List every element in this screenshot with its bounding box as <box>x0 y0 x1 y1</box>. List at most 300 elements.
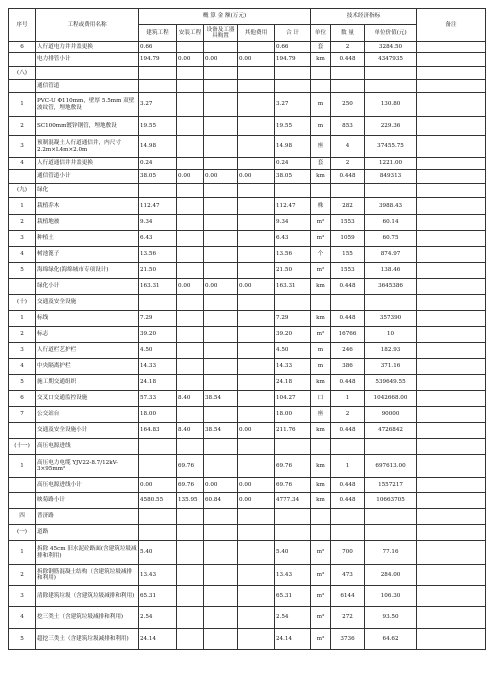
cell-name: 交叉口交通监控设施 <box>36 391 139 407</box>
cell-total: 65.31 <box>275 586 311 607</box>
cell-seq <box>9 279 36 295</box>
cell-seq: 5 <box>9 375 36 391</box>
cell-total: 0.66 <box>275 42 311 53</box>
cell-qty: 0.448 <box>331 478 365 493</box>
cell-seq: (八) <box>9 67 36 80</box>
cell-name: 普济路 <box>36 509 139 525</box>
cell-remark <box>417 263 486 279</box>
cell-unit-price: 1221.00 <box>365 158 417 170</box>
cell-unit-price <box>365 80 417 93</box>
cell-unit: km <box>311 423 331 439</box>
table-row <box>9 343 486 359</box>
cell-unit: 套 <box>311 42 331 53</box>
cell-equipment <box>204 509 238 525</box>
cell-equipment: 0.00 <box>204 478 238 493</box>
header-name: 工程或费用名称 <box>36 9 139 42</box>
cell-total: 24.14 <box>275 629 311 650</box>
cell-seq: 4 <box>9 607 36 629</box>
cell-total <box>275 295 311 311</box>
cell-qty: 2 <box>331 42 365 53</box>
cell-building: 21.50 <box>139 263 177 279</box>
cell-install <box>177 525 204 541</box>
cell-building: 2.54 <box>139 607 177 629</box>
cell-total: 24.18 <box>275 375 311 391</box>
cell-install <box>177 359 204 375</box>
cell-remark <box>417 525 486 541</box>
cell-install <box>177 327 204 343</box>
cell-unit: m² <box>311 263 331 279</box>
cell-seq: 1 <box>9 455 36 478</box>
cell-unit-price <box>365 439 417 455</box>
cell-other <box>238 136 275 158</box>
cell-install <box>177 198 204 215</box>
cell-building: 3.27 <box>139 93 177 117</box>
cell-install <box>177 117 204 136</box>
cell-seq: 2 <box>9 117 36 136</box>
cell-equipment <box>204 263 238 279</box>
cell-unit-price: 138.46 <box>365 263 417 279</box>
cell-total <box>275 509 311 525</box>
table-row <box>9 478 486 493</box>
cell-equipment <box>204 525 238 541</box>
cell-remark <box>417 93 486 117</box>
cell-total: 4777.34 <box>275 493 311 509</box>
cell-qty: 1 <box>331 391 365 407</box>
header-unit-price: 单位价值(元) <box>365 25 417 42</box>
cell-install <box>177 247 204 263</box>
cell-building: 24.14 <box>139 629 177 650</box>
cell-building: 6.43 <box>139 231 177 247</box>
cell-unit: 口 <box>311 391 331 407</box>
cell-unit-price: 90000 <box>365 407 417 423</box>
cell-total <box>275 439 311 455</box>
cell-install: 0.00 <box>177 53 204 67</box>
cell-other <box>238 359 275 375</box>
header-qty: 数 量 <box>331 25 365 42</box>
cell-qty: 3736 <box>331 629 365 650</box>
cell-equipment <box>204 80 238 93</box>
cell-seq: 1 <box>9 93 36 117</box>
cell-install: 69.76 <box>177 455 204 478</box>
cell-unit <box>311 80 331 93</box>
header-equipment: 设备及工器具购置 <box>204 25 238 42</box>
table-row <box>9 607 486 629</box>
cell-name: 通信管道 <box>36 80 139 93</box>
cell-seq: 6 <box>9 42 36 53</box>
cell-building: 0.24 <box>139 158 177 170</box>
cell-name: 栽植地被 <box>36 215 139 231</box>
cell-remark <box>417 493 486 509</box>
cell-unit-price: 77.16 <box>365 541 417 565</box>
header-install: 安装工程 <box>177 25 204 42</box>
cell-building: 112.47 <box>139 198 177 215</box>
cell-name: 交通及安全设施 <box>36 295 139 311</box>
cell-name: 种植土 <box>36 231 139 247</box>
cell-remark <box>417 541 486 565</box>
cell-name: 标志 <box>36 327 139 343</box>
cell-unit: km <box>311 455 331 478</box>
table-row <box>9 407 486 423</box>
cell-total: 9.34 <box>275 215 311 231</box>
cell-unit-price <box>365 295 417 311</box>
cell-seq: (十) <box>9 295 36 311</box>
cell-building: 5.40 <box>139 541 177 565</box>
cell-seq: 4 <box>9 247 36 263</box>
cell-unit <box>311 509 331 525</box>
cell-seq: 3 <box>9 343 36 359</box>
cell-install <box>177 375 204 391</box>
cell-unit-price: 60.75 <box>365 231 417 247</box>
cell-qty: 853 <box>331 117 365 136</box>
cell-unit: 座 <box>311 136 331 158</box>
cell-remark <box>417 136 486 158</box>
cell-seq <box>9 80 36 93</box>
cell-qty: 155 <box>331 247 365 263</box>
cell-name: 人行道电力井井盖更换 <box>36 42 139 53</box>
cell-remark <box>417 184 486 198</box>
cell-unit-price: 4347935 <box>365 53 417 67</box>
cell-equipment <box>204 93 238 117</box>
cell-install <box>177 263 204 279</box>
cell-building <box>139 525 177 541</box>
cell-qty: 0.448 <box>331 170 365 184</box>
cell-equipment <box>204 565 238 586</box>
cell-equipment <box>204 247 238 263</box>
cell-install <box>177 629 204 650</box>
cell-unit-price: 64.62 <box>365 629 417 650</box>
table-row <box>9 311 486 327</box>
cell-seq: 7 <box>9 407 36 423</box>
header-tech-group: 技术经济指标 <box>311 9 417 25</box>
cell-total: 211.76 <box>275 423 311 439</box>
cell-install: 0.00 <box>177 279 204 295</box>
cell-name: 施工期交通组织 <box>36 375 139 391</box>
cell-install <box>177 343 204 359</box>
cell-unit-price: 1042668.00 <box>365 391 417 407</box>
cell-seq: 2 <box>9 327 36 343</box>
cell-other <box>238 391 275 407</box>
cell-building: 65.31 <box>139 586 177 607</box>
cell-unit-price: 3988.43 <box>365 198 417 215</box>
cell-remark <box>417 343 486 359</box>
cell-unit: km <box>311 375 331 391</box>
cell-unit: m³ <box>311 586 331 607</box>
cell-other <box>238 117 275 136</box>
cell-unit: 座 <box>311 407 331 423</box>
cell-other: 0.00 <box>238 493 275 509</box>
cell-total: 6.43 <box>275 231 311 247</box>
cell-seq: 3 <box>9 586 36 607</box>
cell-other <box>238 198 275 215</box>
cell-remark <box>417 478 486 493</box>
cell-install: 8.40 <box>177 423 204 439</box>
cell-total: 13.56 <box>275 247 311 263</box>
cell-other <box>238 67 275 80</box>
cell-name: PVC-U Φ110mm，壁厚 5.5mm 双壁波纹管，埋地敷设 <box>36 93 139 117</box>
cell-name: 公交站台 <box>36 407 139 423</box>
cell-seq: 5 <box>9 629 36 650</box>
cell-install <box>177 80 204 93</box>
cell-qty <box>331 295 365 311</box>
cell-building: 163.31 <box>139 279 177 295</box>
cell-name: 海绵绿化(海绵城市专项设计) <box>36 263 139 279</box>
table-row <box>9 80 486 93</box>
cell-remark <box>417 439 486 455</box>
cell-unit-price: 182.93 <box>365 343 417 359</box>
table-row <box>9 423 486 439</box>
cell-unit-price: 539649.55 <box>365 375 417 391</box>
cell-remark <box>417 279 486 295</box>
cell-seq: 1 <box>9 311 36 327</box>
cell-remark <box>417 607 486 629</box>
cell-unit: m <box>311 343 331 359</box>
cell-unit: m³ <box>311 629 331 650</box>
cell-unit: km <box>311 53 331 67</box>
cell-unit-price: 874.97 <box>365 247 417 263</box>
cell-remark <box>417 311 486 327</box>
cell-other <box>238 565 275 586</box>
cell-install <box>177 439 204 455</box>
cell-qty: 4 <box>331 136 365 158</box>
cell-building: 18.00 <box>139 407 177 423</box>
cell-other <box>238 343 275 359</box>
cell-qty: 2 <box>331 158 365 170</box>
cell-other <box>238 184 275 198</box>
cell-name: 预制混凝土人行道通信井，内尺寸 2.2m×L4m×2.0m <box>36 136 139 158</box>
cost-estimate-table <box>8 8 486 650</box>
cell-install <box>177 509 204 525</box>
cell-other <box>238 247 275 263</box>
cell-remark <box>417 80 486 93</box>
cell-install <box>177 42 204 53</box>
table-row <box>9 493 486 509</box>
table-row <box>9 198 486 215</box>
cell-seq: 5 <box>9 263 36 279</box>
cell-unit-price: 10 <box>365 327 417 343</box>
table-row <box>9 541 486 565</box>
cell-other <box>238 607 275 629</box>
cell-building <box>139 455 177 478</box>
cell-name: 绿化 <box>36 184 139 198</box>
cell-install <box>177 93 204 117</box>
cell-name: 人行道通信井井盖更换 <box>36 158 139 170</box>
header-estimate-group: 概 算 金 额(万元) <box>139 9 311 25</box>
cell-other <box>238 407 275 423</box>
cell-unit <box>311 184 331 198</box>
cell-unit: m <box>311 117 331 136</box>
cell-install <box>177 184 204 198</box>
cell-unit-price: 106.30 <box>365 586 417 607</box>
cell-unit <box>311 295 331 311</box>
cell-name: 清除建筑垃圾（含建筑垃圾减排和利用) <box>36 586 139 607</box>
cell-unit: m³ <box>311 565 331 586</box>
cell-total: 7.29 <box>275 311 311 327</box>
header-unit: 单位 <box>311 25 331 42</box>
cell-equipment <box>204 42 238 53</box>
cell-remark <box>417 158 486 170</box>
cell-unit: m <box>311 359 331 375</box>
cell-remark <box>417 215 486 231</box>
cell-qty: 0.448 <box>331 375 365 391</box>
cell-total: 21.50 <box>275 263 311 279</box>
cell-install <box>177 586 204 607</box>
cell-seq: 4 <box>9 359 36 375</box>
cell-install <box>177 311 204 327</box>
cell-remark <box>417 391 486 407</box>
table-header <box>9 9 486 42</box>
cell-qty: 16766 <box>331 327 365 343</box>
table-row <box>9 586 486 607</box>
cell-install: 135.95 <box>177 493 204 509</box>
cell-name: 树池篦子 <box>36 247 139 263</box>
cell-building: 39.20 <box>139 327 177 343</box>
cell-building <box>139 439 177 455</box>
cell-unit <box>311 439 331 455</box>
cell-equipment <box>204 343 238 359</box>
cell-equipment <box>204 439 238 455</box>
cell-building: 57.33 <box>139 391 177 407</box>
cell-equipment <box>204 67 238 80</box>
cell-remark <box>417 375 486 391</box>
cell-seq: (九) <box>9 184 36 198</box>
cell-install <box>177 565 204 586</box>
cell-remark <box>417 170 486 184</box>
cell-total: 2.54 <box>275 607 311 629</box>
cell-seq: 1 <box>9 541 36 565</box>
cell-qty: 6144 <box>331 586 365 607</box>
cell-qty: 0.448 <box>331 423 365 439</box>
cell-install <box>177 231 204 247</box>
cell-unit: 套 <box>311 158 331 170</box>
cell-qty: 250 <box>331 93 365 117</box>
cell-seq: 1 <box>9 198 36 215</box>
cell-building: 9.34 <box>139 215 177 231</box>
cell-equipment <box>204 541 238 565</box>
cell-total: 19.55 <box>275 117 311 136</box>
cell-unit-price <box>365 509 417 525</box>
cell-unit: 个 <box>311 247 331 263</box>
cell-seq <box>9 478 36 493</box>
cell-remark <box>417 509 486 525</box>
cell-install <box>177 136 204 158</box>
cell-building: 38.05 <box>139 170 177 184</box>
cell-name: SC100mm镀锌钢管，埋地敷设 <box>36 117 139 136</box>
cell-total: 18.00 <box>275 407 311 423</box>
cell-other: 0.00 <box>238 53 275 67</box>
cell-name <box>36 67 139 80</box>
cell-unit-price: 849313 <box>365 170 417 184</box>
cell-name: 拆除 45cm 旧水泥砼路面(含建筑垃圾减排和利用) <box>36 541 139 565</box>
header-remark: 备注 <box>417 9 486 42</box>
table-row <box>9 629 486 650</box>
cell-install <box>177 158 204 170</box>
cell-building: 7.29 <box>139 311 177 327</box>
table-row <box>9 53 486 67</box>
cell-name: 高压电源进线小计 <box>36 478 139 493</box>
cell-install: 8.40 <box>177 391 204 407</box>
header-building: 建筑工程 <box>139 25 177 42</box>
cell-equipment <box>204 455 238 478</box>
cell-name: 高压电源进线 <box>36 439 139 455</box>
cell-name: 挖三类土（含建筑垃圾减排和利用) <box>36 607 139 629</box>
cell-qty <box>331 525 365 541</box>
cell-other <box>238 541 275 565</box>
cell-install <box>177 541 204 565</box>
cell-seq <box>9 170 36 184</box>
cell-name: 交通及安全设施小计 <box>36 423 139 439</box>
cell-equipment <box>204 407 238 423</box>
cell-other <box>238 455 275 478</box>
cell-total: 163.31 <box>275 279 311 295</box>
cell-install: 69.76 <box>177 478 204 493</box>
cell-unit <box>311 525 331 541</box>
cell-qty: 1059 <box>331 231 365 247</box>
cell-total: 39.20 <box>275 327 311 343</box>
cell-unit-price: 10663705 <box>365 493 417 509</box>
cell-total: 3.27 <box>275 93 311 117</box>
cell-unit: 株 <box>311 198 331 215</box>
cell-qty: 1 <box>331 455 365 478</box>
cell-unit: km <box>311 493 331 509</box>
cell-total: 5.40 <box>275 541 311 565</box>
cell-equipment: 60.84 <box>204 493 238 509</box>
cell-building <box>139 80 177 93</box>
cell-name: 标线 <box>36 311 139 327</box>
cell-equipment <box>204 375 238 391</box>
cell-qty: 0.448 <box>331 279 365 295</box>
cell-total <box>275 80 311 93</box>
cell-building: 13.56 <box>139 247 177 263</box>
cell-total: 0.24 <box>275 158 311 170</box>
cell-equipment <box>204 359 238 375</box>
cell-seq <box>9 493 36 509</box>
cell-total: 38.05 <box>275 170 311 184</box>
cell-other <box>238 509 275 525</box>
cell-qty: 2 <box>331 407 365 423</box>
cell-remark <box>417 198 486 215</box>
cell-qty <box>331 509 365 525</box>
cell-equipment <box>204 629 238 650</box>
cell-other <box>238 158 275 170</box>
cell-other <box>238 586 275 607</box>
cell-equipment <box>204 117 238 136</box>
cell-other <box>238 327 275 343</box>
cell-building <box>139 509 177 525</box>
cell-seq <box>9 423 36 439</box>
cell-install <box>177 607 204 629</box>
cell-remark <box>417 117 486 136</box>
cell-total <box>275 67 311 80</box>
cell-building: 19.55 <box>139 117 177 136</box>
table-row <box>9 375 486 391</box>
cell-qty: 1553 <box>331 263 365 279</box>
cell-unit-price: 37455.75 <box>365 136 417 158</box>
cell-remark <box>417 67 486 80</box>
cell-name: 超挖三类土（含建筑垃圾减排和利用) <box>36 629 139 650</box>
cell-building: 14.98 <box>139 136 177 158</box>
cell-install <box>177 295 204 311</box>
cell-qty: 0.448 <box>331 53 365 67</box>
cell-seq: 6 <box>9 391 36 407</box>
cell-seq: 2 <box>9 565 36 586</box>
cell-total: 69.76 <box>275 478 311 493</box>
cell-equipment <box>204 586 238 607</box>
cell-unit-price: 357390 <box>365 311 417 327</box>
cell-building: 14.33 <box>139 359 177 375</box>
cell-other <box>238 525 275 541</box>
cell-qty: 282 <box>331 198 365 215</box>
cell-equipment <box>204 327 238 343</box>
